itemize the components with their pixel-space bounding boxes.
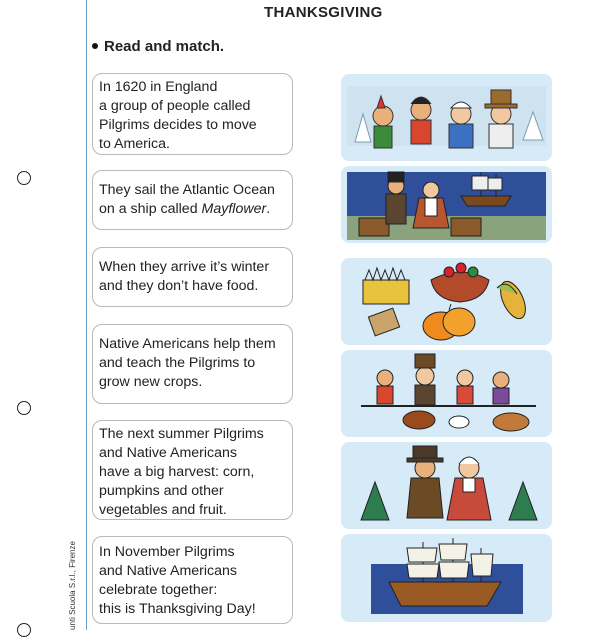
picture-3[interactable]: [341, 258, 552, 345]
sentence-line: They sail the Atlantic Ocean: [99, 182, 275, 198]
mayflower-ship-icon: [341, 534, 552, 622]
sentence-line: vegetables and fruit.: [99, 502, 227, 518]
picture-5[interactable]: [341, 442, 552, 529]
binder-hole-middle: [17, 401, 31, 415]
sentence-line: and teach the Pilgrims to: [99, 355, 256, 371]
pilgrims-boarding-ship-icon: [341, 166, 552, 243]
sentence-line: The next summer Pilgrims: [99, 426, 264, 442]
sentence-line: When they arrive it’s winter: [99, 259, 270, 275]
sentence-box-2[interactable]: [92, 170, 293, 230]
sentence-line: and Native Americans: [99, 445, 238, 461]
sentence-box-1[interactable]: [92, 73, 293, 155]
pilgrims-and-native-americans-group-icon: [341, 74, 552, 161]
sentence-box-3[interactable]: [92, 247, 293, 307]
picture-4[interactable]: [341, 350, 552, 437]
sentence-line: this is Thanksgiving Day!: [99, 601, 256, 617]
sentence-line: Native Americans help them: [99, 336, 276, 352]
margin-line: [86, 0, 87, 630]
sentence-box-5[interactable]: [92, 420, 293, 520]
picture-2[interactable]: [341, 166, 552, 243]
instruction: [92, 38, 224, 55]
sentence-line: celebrate together:: [99, 582, 218, 598]
sentence-line: and Native Americans: [99, 563, 238, 579]
sentence-box-6[interactable]: [92, 536, 293, 624]
sentence-line: and they don’t have food.: [99, 278, 259, 294]
picture-1[interactable]: [341, 74, 552, 161]
thanksgiving-feast-icon: [341, 350, 552, 437]
picture-6[interactable]: [341, 534, 552, 622]
bullet-icon: [92, 43, 98, 49]
sentence-line: grow new crops.: [99, 374, 203, 390]
corn-pumpkins-harvest-icon: [341, 258, 552, 345]
sentence-line: have a big harvest: corn,: [99, 464, 255, 480]
instruction-text: Read and match.: [104, 38, 225, 55]
sentence-line: on a ship called Mayflower.: [99, 201, 271, 217]
sentence-line: a group of people called: [99, 98, 251, 114]
sentence-line: Pilgrims decides to move: [99, 117, 257, 133]
sentence-line: to America.: [99, 136, 170, 152]
copyright-credit: unti Scuola S.r.l., Firenze: [68, 541, 77, 630]
binder-hole-top: [17, 171, 31, 185]
sentence-line: In November Pilgrims: [99, 544, 235, 560]
page-title: THANKSGIVING: [264, 4, 383, 21]
sentence-box-4[interactable]: [92, 324, 293, 404]
pilgrim-couple-in-winter-icon: [341, 442, 552, 529]
binder-hole-bottom: [17, 623, 31, 637]
ship-name: Mayflower: [201, 201, 267, 217]
sentence-line: pumpkins and other: [99, 483, 224, 499]
sentence-line: In 1620 in England: [99, 79, 218, 95]
